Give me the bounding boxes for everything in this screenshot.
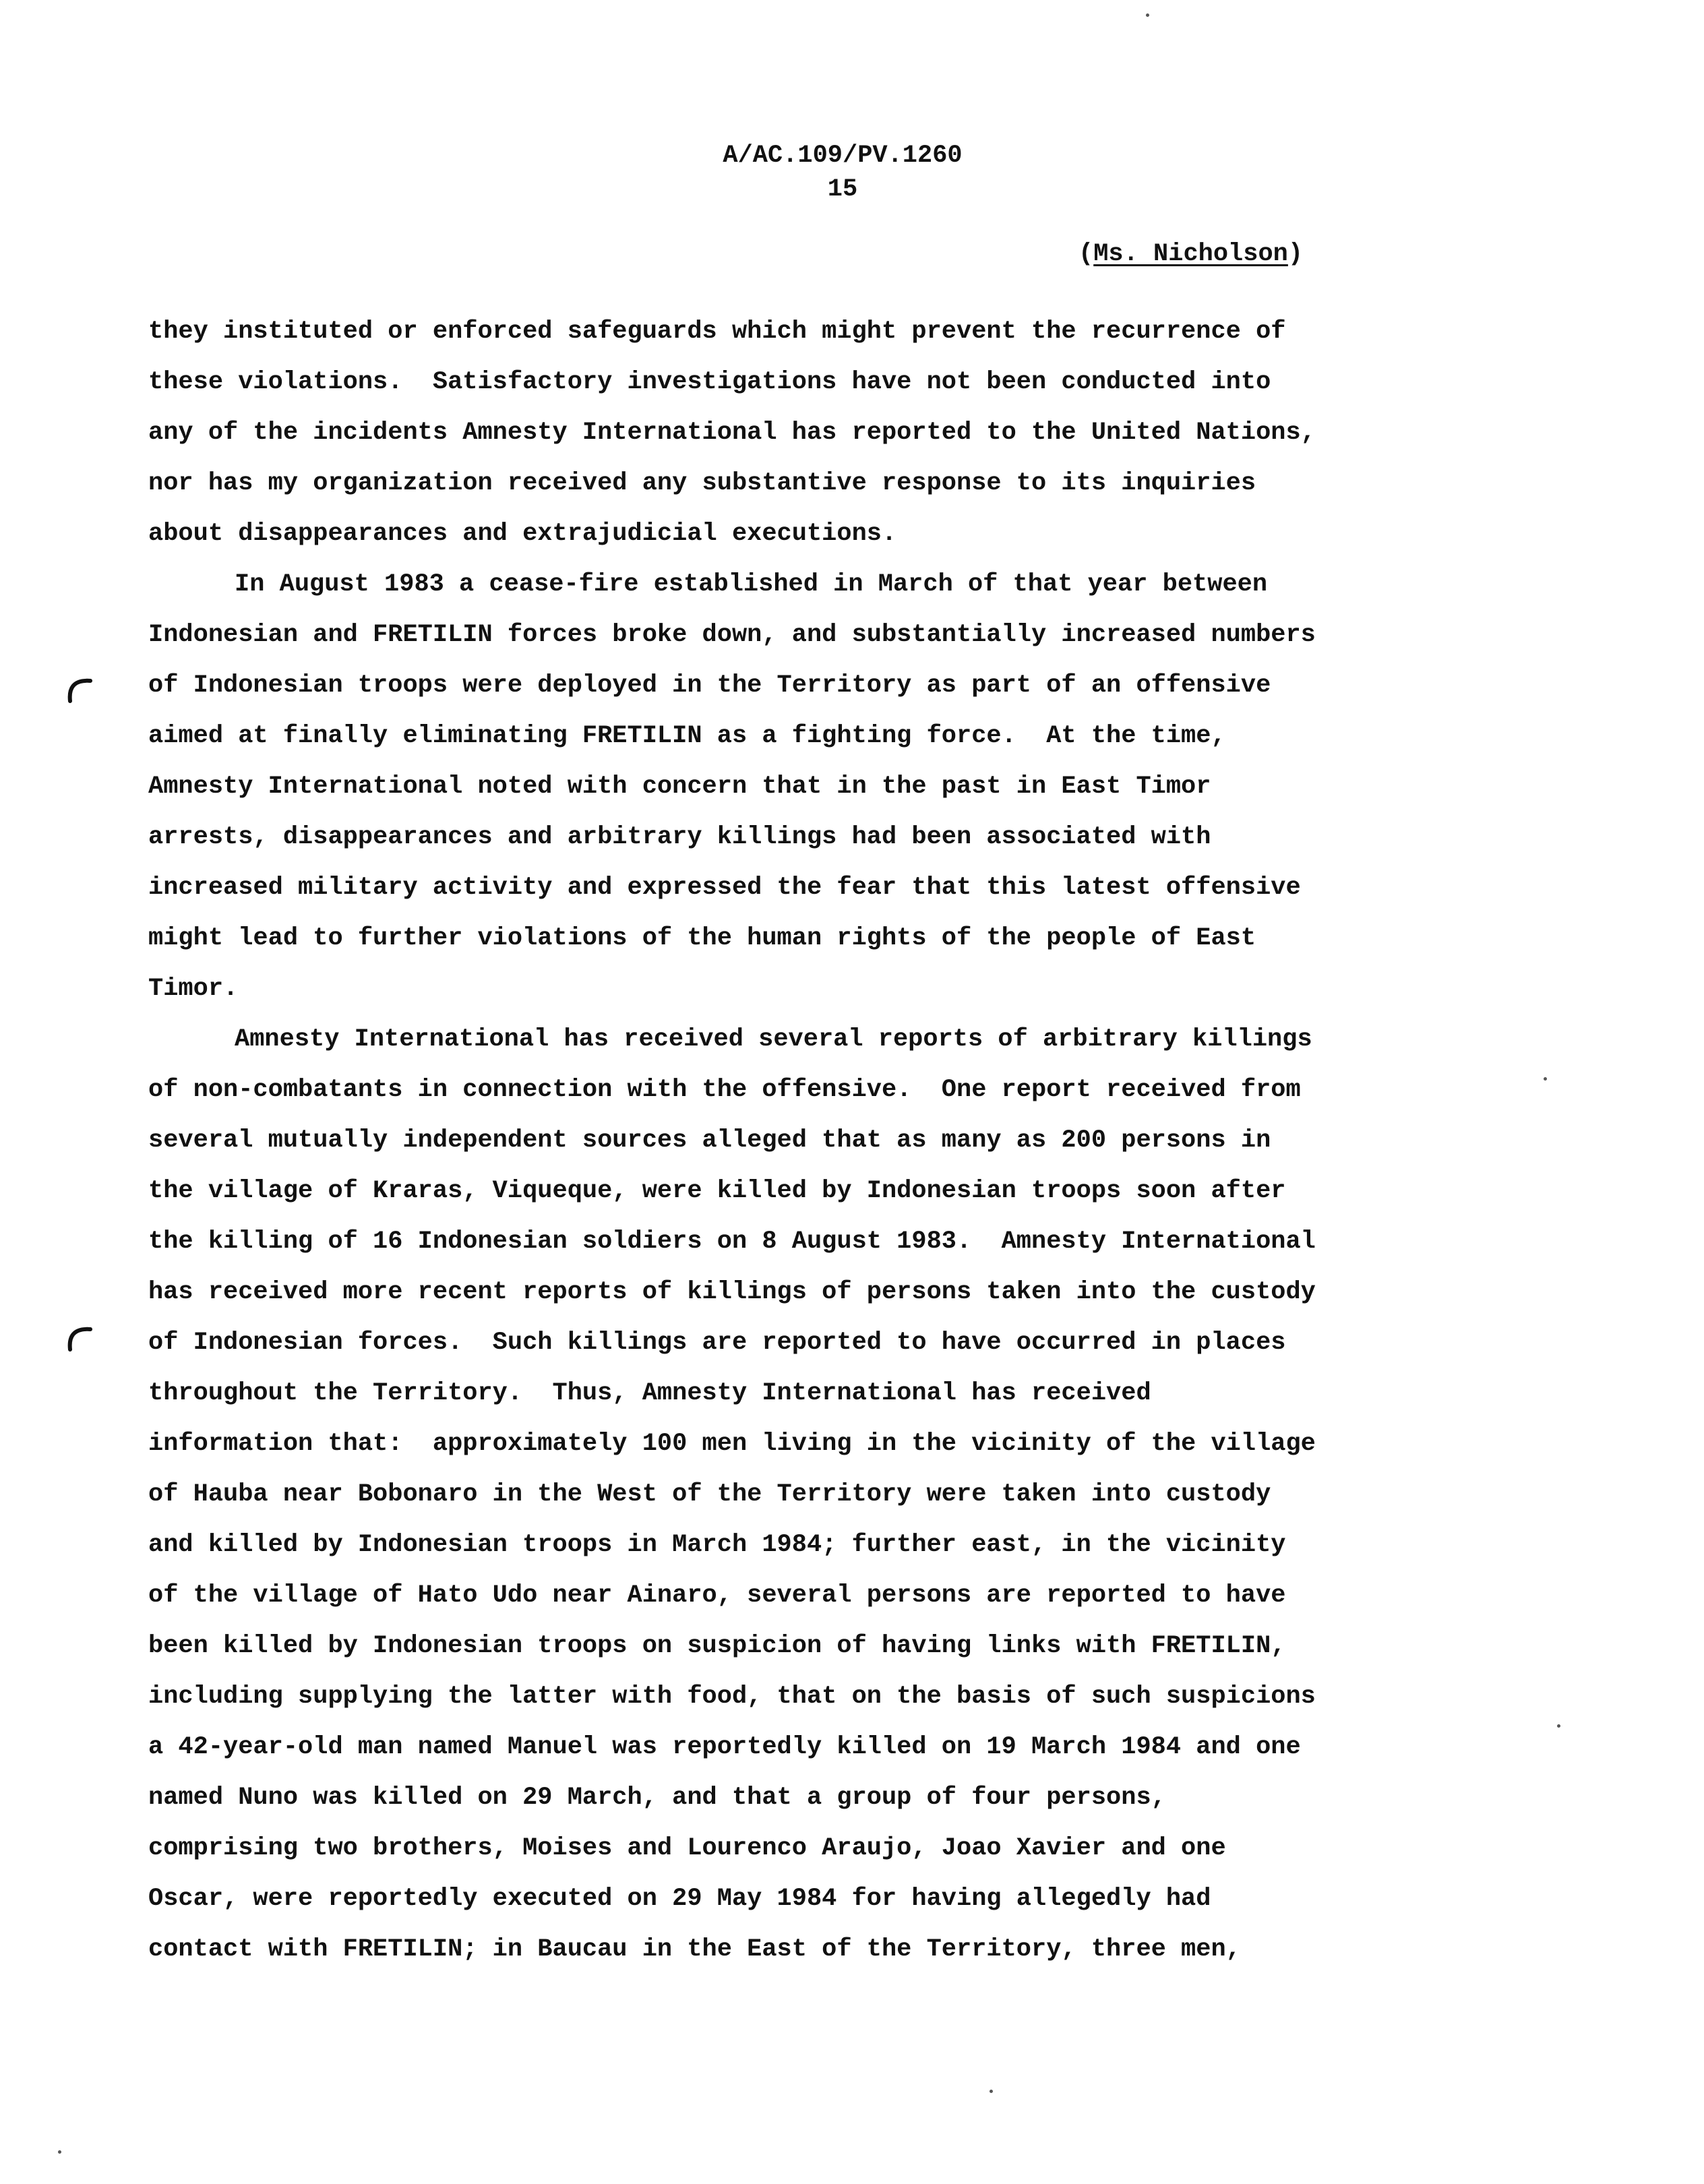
margin-mark-icon — [65, 674, 94, 704]
text-line: several mutually independent sources alleged that as many as 200 persons in — [148, 1126, 1271, 1155]
text-line: the village of Kraras, Viqueque, were killed by Indonesian troops soon after — [148, 1177, 1286, 1205]
page-number: 15 — [827, 175, 858, 204]
text-line: aimed at finally eliminating FRETILIN as a fighting force. At the time, — [148, 722, 1226, 750]
speaker-name: Ms. Nicholson — [1093, 240, 1288, 268]
text-line: nor has my organization received any substantive response to its inquiries — [148, 469, 1256, 497]
text-line: these violations. Satisfactory investigations have not been conducted into — [148, 368, 1271, 396]
document-symbol: A/AC.109/PV.1260 — [723, 142, 963, 170]
scan-speck — [990, 2090, 993, 2093]
text-line: information that: approximately 100 men living in the vicinity of the village — [148, 1430, 1316, 1458]
paragraph-first-line: In August 1983 a cease-fire established in March of that year between — [235, 570, 1268, 599]
margin-mark-icon — [65, 1323, 94, 1352]
text-line: contact with FRETILIN; in Baucau in the East of the Territory, three men, — [148, 1935, 1241, 1964]
text-line: about disappearances and extrajudicial executions. — [148, 520, 897, 548]
text-line: increased military activity and expressed the fear that this latest offensive — [148, 874, 1301, 902]
text-line: might lead to further violations of the human rights of the people of East — [148, 924, 1256, 952]
text-line: including supplying the latter with food, that on the basis of such suspicions — [148, 1682, 1316, 1711]
scan-speck — [58, 2150, 61, 2154]
scan-speck — [1146, 13, 1149, 17]
speaker-attribution — [1078, 237, 1303, 271]
text-line: of non-combatants in connection with the offensive. One report received from — [148, 1076, 1301, 1104]
text-line: of Indonesian troops were deployed in the Territory as part of an offensive — [148, 671, 1271, 700]
text-line: the killing of 16 Indonesian soldiers on 8 August 1983. Amnesty International — [148, 1227, 1316, 1256]
text-line: of Hauba near Bobonaro in the West of the Territory were taken into custody — [148, 1480, 1271, 1509]
text-line: of Indonesian forces. Such killings are reported to have occurred in places — [148, 1329, 1286, 1357]
text-line: Timor. — [148, 975, 239, 1003]
text-line: Amnesty International noted with concern that in the past in East Timor — [148, 772, 1211, 801]
speaker-open-paren: ( — [1078, 240, 1094, 268]
paragraph-first-line: Amnesty International has received several reports of arbitrary killings — [235, 1025, 1312, 1054]
text-line: Indonesian and FRETILIN forces broke down, and substantially increased numbers — [148, 621, 1316, 649]
text-line: Oscar, were reportedly executed on 29 May 1984 for having allegedly had — [148, 1885, 1211, 1913]
body-text — [148, 307, 1530, 1975]
scan-speck — [1557, 1724, 1560, 1728]
text-line: has received more recent reports of killings of persons taken into the custody — [148, 1278, 1316, 1306]
text-line: and killed by Indonesian troops in March 1984; further east, in the vicinity — [148, 1531, 1286, 1559]
text-line: comprising two brothers, Moises and Lourenco Araujo, Joao Xavier and one — [148, 1834, 1226, 1862]
speaker-close-paren: ) — [1287, 240, 1304, 268]
text-line: arrests, disappearances and arbitrary killings had been associated with — [148, 823, 1211, 851]
text-line: named Nuno was killed on 29 March, and that a group of four persons, — [148, 1784, 1166, 1812]
text-line: of the village of Hato Udo near Ainaro, several persons are reported to have — [148, 1581, 1286, 1610]
text-line: any of the incidents Amnesty International has reported to the United Nations, — [148, 419, 1316, 447]
text-line: throughout the Territory. Thus, Amnesty International has received — [148, 1379, 1151, 1407]
text-line: a 42-year-old man named Manuel was reportedly killed on 19 March 1984 and one — [148, 1733, 1301, 1761]
text-line: they instituted or enforced safeguards which might prevent the recurrence of — [148, 317, 1286, 346]
document-header — [0, 139, 1704, 206]
text-line: been killed by Indonesian troops on suspicion of having links with FRETILIN, — [148, 1632, 1286, 1660]
scan-speck — [1544, 1077, 1547, 1081]
